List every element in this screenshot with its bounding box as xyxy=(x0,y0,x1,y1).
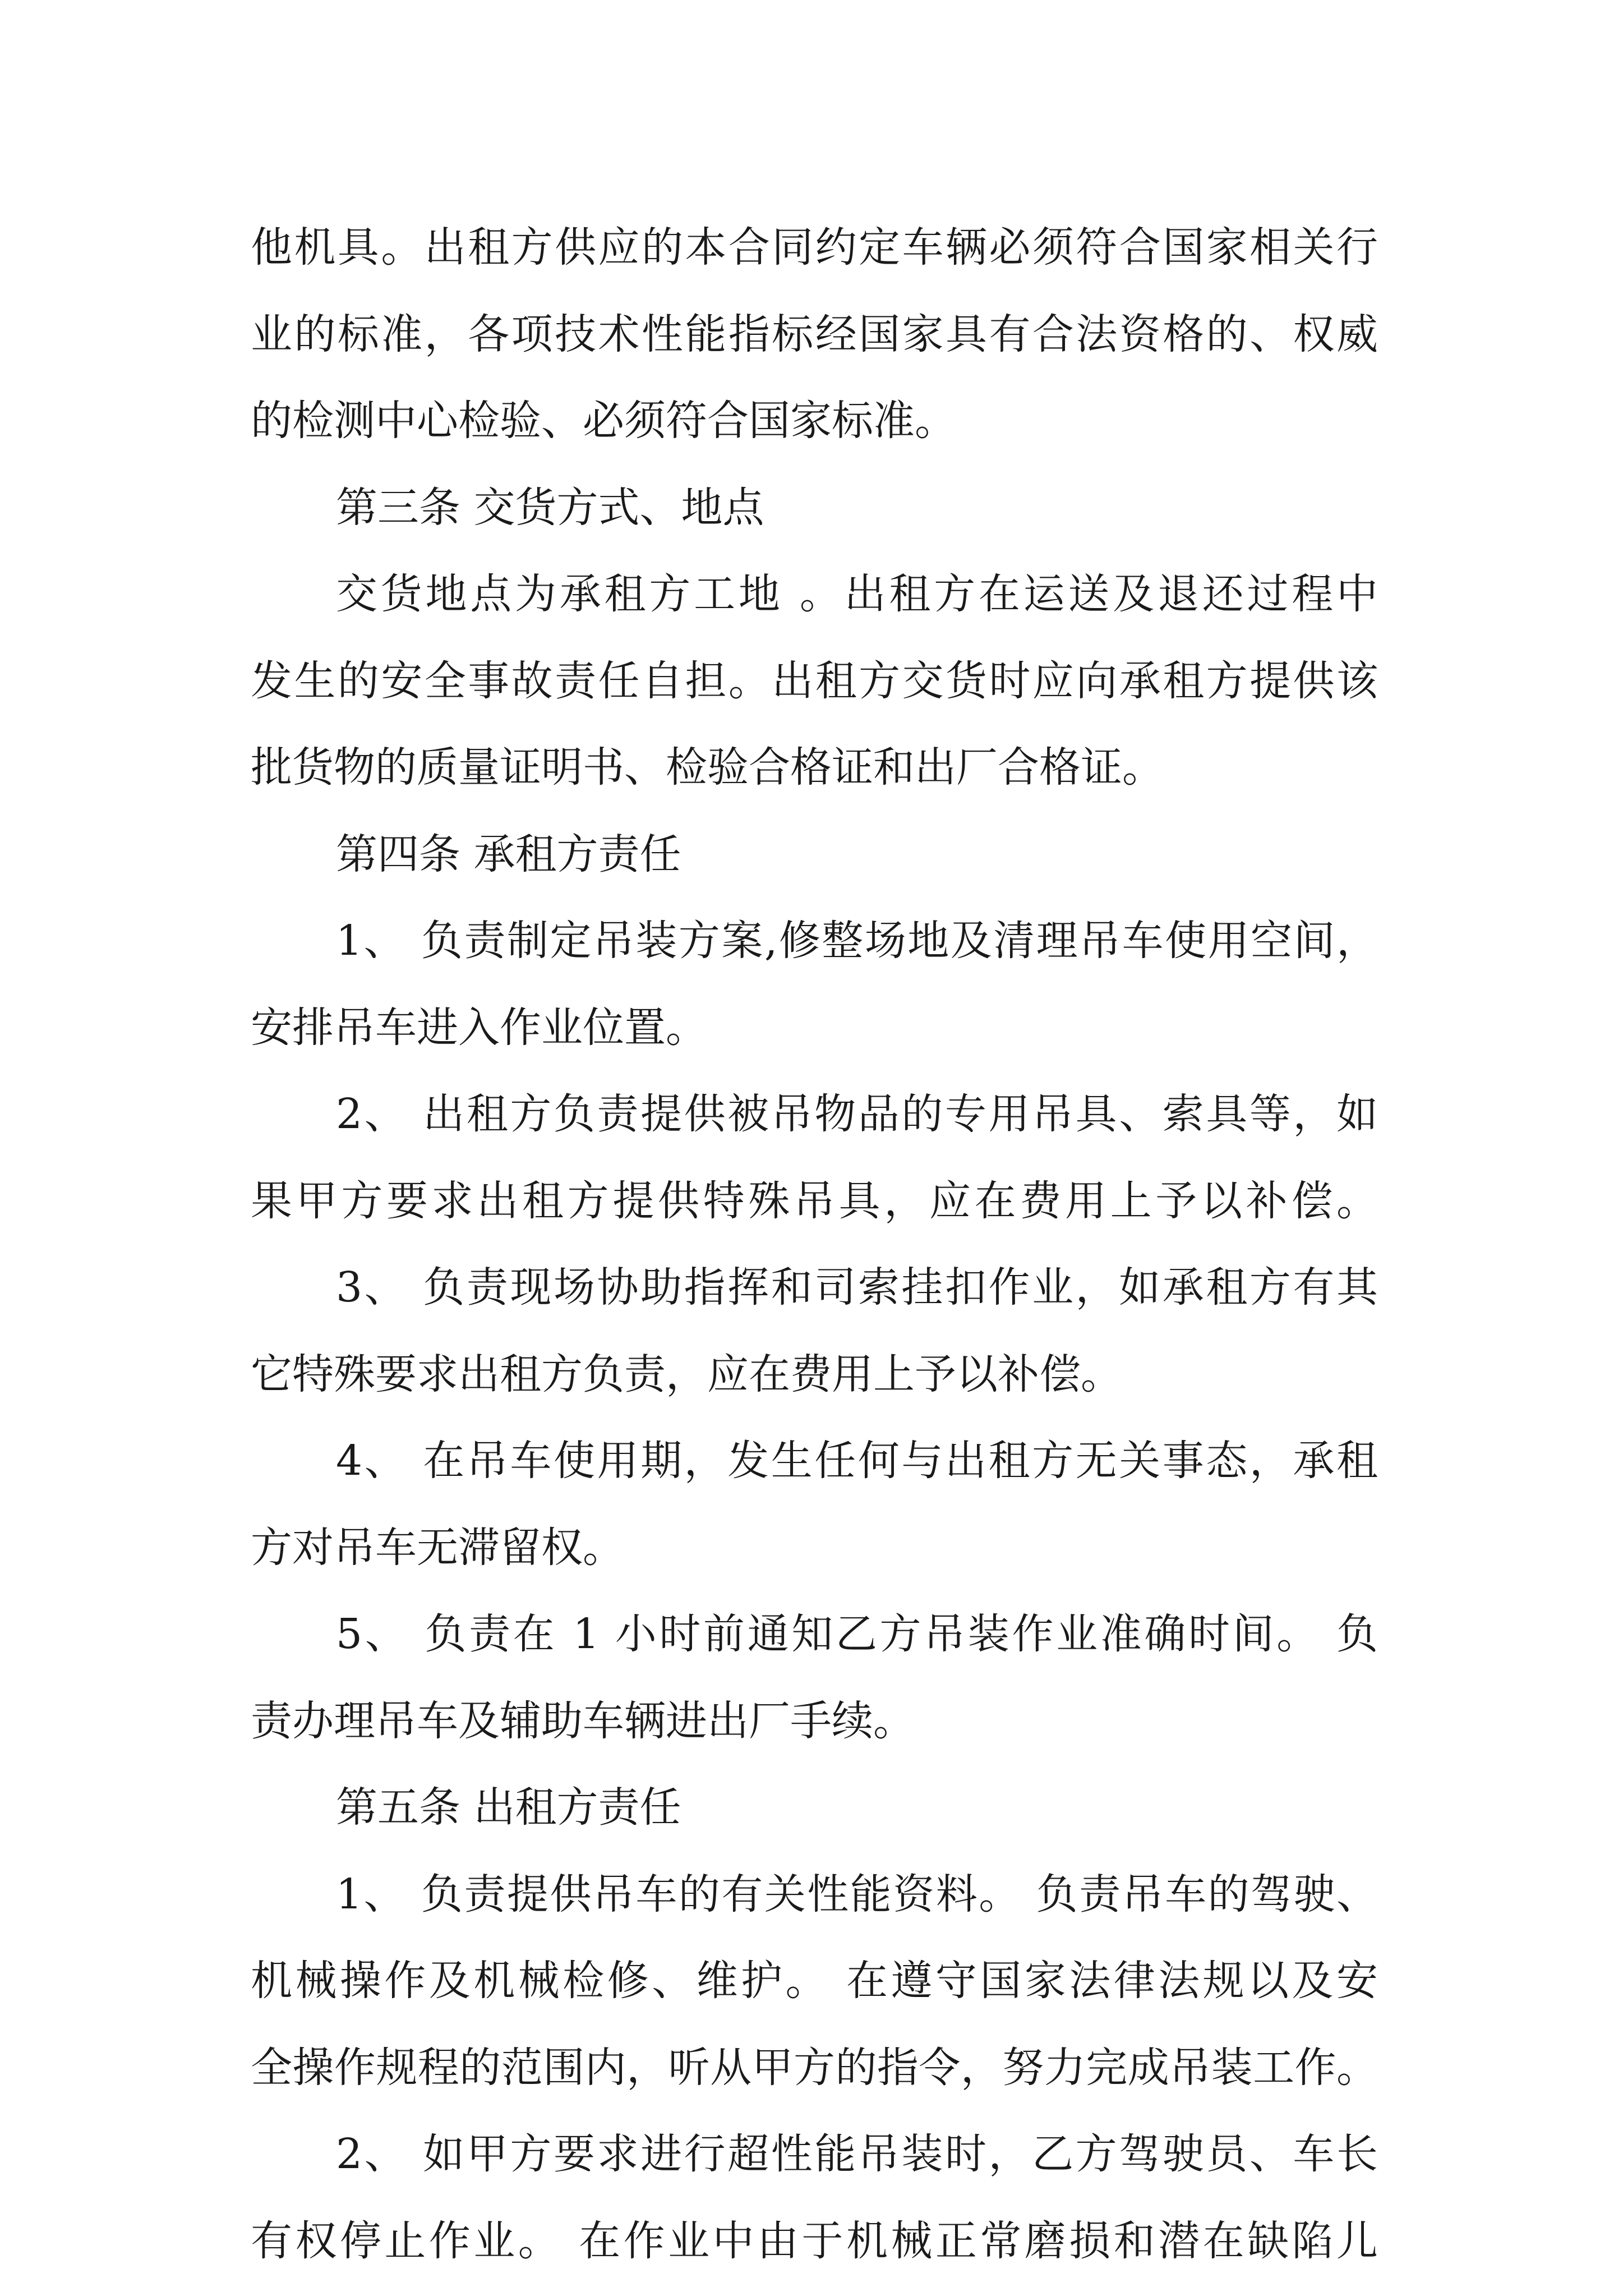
text-line: 1、 负责制定吊装方案,修整场地及清理吊车使用空间， xyxy=(336,917,1378,965)
text-line: 它特殊要求出租方负责，应在费用上予以补偿。 xyxy=(251,1350,1122,1398)
text-line: 全操作规程的范围内，听从甲方的指令，努力完成吊装工作。 xyxy=(251,2043,1378,2092)
text-line: 责办理吊车及辅助车辆进出厂手续。 xyxy=(251,1696,915,1745)
text-line: 第五条 出租方责任 xyxy=(336,1783,681,1832)
text-line: 发生的安全事故责任自担。出租方交货时应向承租方提供该 xyxy=(251,656,1378,705)
text-line: 的检测中心检验、必须符合国家标准。 xyxy=(251,397,956,445)
text-line: 第三条 交货方式、地点 xyxy=(336,483,764,532)
text-line: 批货物的质量证明书、检验合格证和出厂合格证。 xyxy=(251,743,1164,792)
text-line: 方对吊车无滞留权。 xyxy=(251,1523,624,1572)
text-line: 他机具。出租方供应的本合同约定车辆必须符合国家相关行 xyxy=(251,223,1378,272)
text-line: 第四条 承租方责任 xyxy=(336,830,681,878)
text-line: 5、 负责在 1 小时前通知乙方吊装作业准确时间。 负 xyxy=(336,1610,1378,1658)
text-line: 果甲方要求出租方提供特殊吊具，应在费用上予以补偿。 xyxy=(251,1176,1378,1225)
text-line: 4、 在吊车使用期，发生任何与出租方无关事态，承租 xyxy=(336,1437,1378,1485)
text-line: 安排吊车进入作业位置。 xyxy=(251,1003,707,1052)
text-line: 3、 负责现场协助指挥和司索挂扣作业，如承租方有其 xyxy=(336,1263,1378,1312)
text-line: 交货地点为承租方工地 。出租方在运送及退还过程中 xyxy=(336,570,1378,618)
text-line: 业的标准，各项技术性能指标经国家具有合法资格的、权威 xyxy=(251,310,1378,358)
text-line: 有权停止作业。 在作业中由于机械正常磨损和潜在缺陷儿 xyxy=(251,2216,1378,2265)
text-line: 2、 如甲方要求进行超性能吊装时，乙方驾驶员、车长 xyxy=(336,2130,1378,2178)
text-line: 1、 负责提供吊车的有关性能资料。 负责吊车的驾驶、 xyxy=(336,1870,1378,1918)
body-text xyxy=(251,204,1378,2284)
text-line: 2、 出租方负责提供被吊物品的专用吊具、索具等，如 xyxy=(336,1090,1378,1138)
text-line: 机械操作及机械检修、维护。 在遵守国家法律法规以及安 xyxy=(251,1957,1378,2005)
